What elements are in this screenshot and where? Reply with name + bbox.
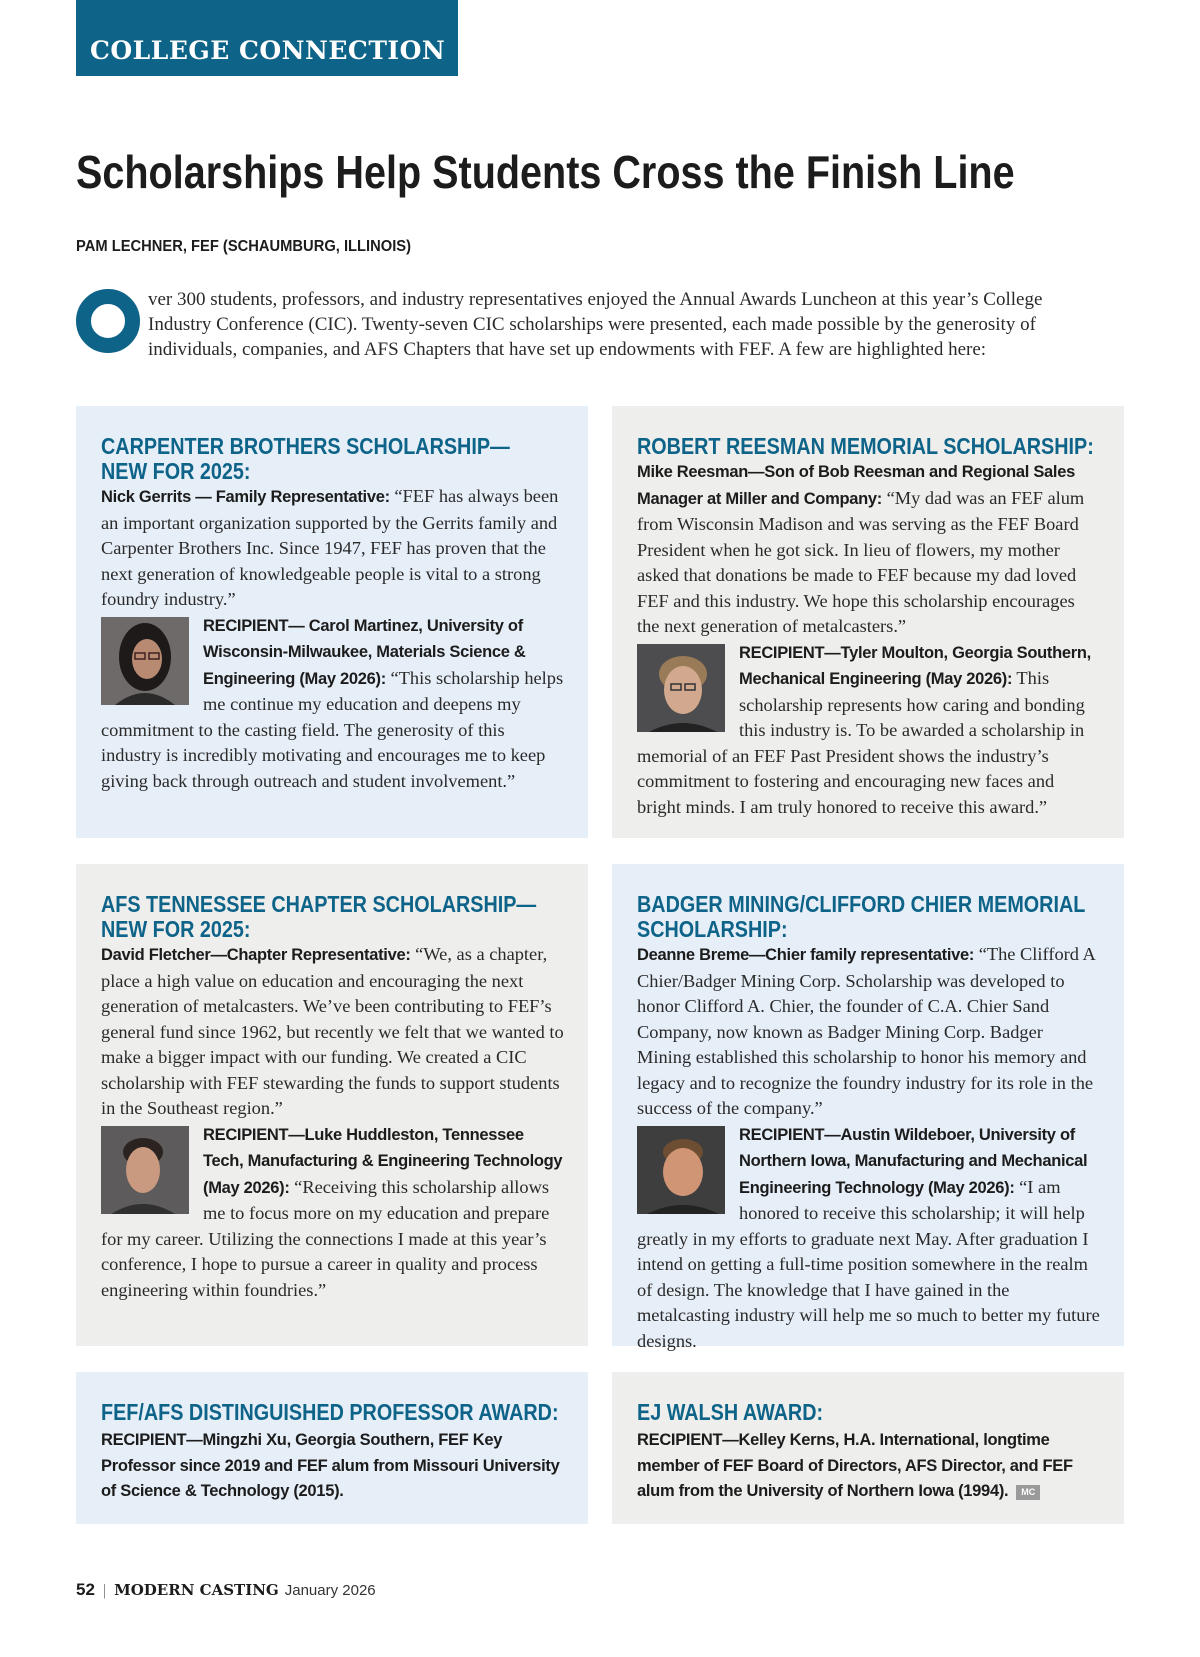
recipient-block (637, 1122, 1100, 1355)
scholarship-card-tennessee (76, 864, 588, 1346)
recipient-photo (101, 617, 189, 705)
card-title (101, 434, 563, 484)
recipient-photo (637, 1126, 725, 1214)
card-title (637, 892, 1099, 942)
representative-quote: “My dad was an FEF alum from Wisconsin Madison and was serving as the FEF Board President when he got sick. In lieu of flowers, my mother asked that donations be made to FEF because my dad loved FEF and this industry. We hope this scholarship encourages the next generation of metalcasters.” (637, 487, 1085, 636)
scholarship-card-carpenter (76, 406, 588, 838)
card-title-line: NEW FOR 2025: (101, 458, 251, 484)
intro-text: ver 300 students, professors, and industry representatives enjoyed the Annual Awards Luncheon at this year’s College Industry Conference (CIC). Twenty-seven CIC scholarships were presented, each made possible by the generosity of individuals, companies, and AFS Chapters that have set up endowments with FEF. A few are highlighted here: (148, 289, 1043, 360)
scholarship-card-badger-mining (612, 864, 1124, 1351)
card-title-line: CARPENTER BROTHERS SCHOLARSHIP— (101, 433, 510, 459)
award-title: EJ WALSH AWARD: (637, 1399, 824, 1425)
publication-name: MODERN CASTING (114, 1581, 279, 1599)
recipient-quote: “This scholarship helps me continue my education and deepens my commitment to the casting field. The generosity of this industry is incredibly motivating and encourages me to keep giving back through outreach and student involvement.” (101, 667, 564, 791)
recipient-name: RECIPIENT—Austin Wildeboer, University of Northern Iowa, Manufacturing and Mechanical Engineering Technology (May 2026): (739, 1125, 1088, 1197)
card-title-line: ROBERT REESMAN MEMORIAL SCHOLARSHIP: (637, 433, 1094, 459)
article-byline: PAM LECHNER, FEF (SCHAUMBURG, ILLINOIS) (76, 238, 412, 255)
representative-quote: “We, as a chapter, place a high value on education and encouraging the next generation of metalcasters. We’ve been contributing to FEF’s general fund since 1962, but recently we felt that we wanted to make a bigger impact with our funding. We created a CIC scholarship with FEF stewarding the funds to support students in the Southeast region.” (101, 944, 564, 1118)
issue-date: January 2026 (284, 1582, 376, 1599)
recipient-block (637, 640, 1100, 821)
recipient-name: RECIPIENT—Luke Huddleston, Tennessee Tech, Manufacturing & Engineering Technology (May 2026): (203, 1125, 563, 1197)
section-banner: COLLEGE CONNECTION (76, 0, 458, 76)
card-title-line: SCHOLARSHIP: (637, 916, 788, 942)
scholarship-card-reesman (612, 406, 1124, 838)
card-title-line: BADGER MINING/CLIFFORD CHIER MEMORIAL (637, 891, 1086, 917)
card-body (637, 942, 1100, 1354)
award-recipient-wrapper (637, 1428, 1100, 1505)
drop-cap-o (76, 289, 140, 353)
page-footer (76, 1580, 376, 1600)
intro-paragraph (76, 287, 1106, 362)
recipient-block (101, 613, 564, 795)
representative-quote: “FEF has always been an important organization supported by the Gerrits family and Carpenter Brothers Inc. Since 1947, FEF has proven that the next generation of knowledgeable people is vital to a strong foundry industry.” (101, 486, 559, 609)
representative-name: Deanne Breme—Chier family representative: (637, 946, 975, 964)
award-card-ej-walsh (612, 1372, 1124, 1524)
page-number: 52 (76, 1580, 95, 1599)
award-recipient: RECIPIENT—Mingzhi Xu, Georgia Southern, FEF Key Professor since 2019 and FEF alum from Missouri University of Science & Technology (2015). (101, 1431, 560, 1500)
representative-name: Mike Reesman—Son of Bob Reesman and Regional Sales Manager at Miller and Company: (637, 463, 1075, 508)
recipient-photo (101, 1126, 189, 1214)
representative-name: Nick Gerrits — Family Representative: (101, 488, 390, 506)
award-recipient: RECIPIENT—Kelley Kerns, H.A. International, longtime member of FEF Board of Directors, AFS Director, and FEF alum from the University of Northern Iowa (1994). (637, 1431, 1073, 1500)
recipient-block (101, 1122, 564, 1304)
card-title (101, 892, 563, 942)
card-body (101, 942, 564, 1303)
recipient-name: RECIPIENT—Tyler Moulton, Georgia Southern, Mechanical Engineering (May 2026): (739, 643, 1091, 688)
card-title-line: NEW FOR 2025: (101, 916, 251, 942)
modern-casting-logo-icon: MC (1016, 1485, 1040, 1500)
card-body (637, 459, 1100, 820)
card-title (637, 434, 1099, 459)
award-card-distinguished-professor (76, 1372, 588, 1524)
representative-name: David Fletcher—Chapter Representative: (101, 946, 411, 964)
article-headline: Scholarships Help Students Cross the Finish Line (76, 146, 1015, 198)
representative-quote: “The Clifford A Chier/Badger Mining Corp. Scholarship was developed to honor Clifford A. Chier, the founder of C.A. Chier Sand Company, now known as Badger Mining Corp. Badger Mining established this scholarship to honor his memory and legacy and to recognize the foundry industry for its role in the success of the company.” (637, 944, 1095, 1118)
award-title: FEF/AFS DISTINGUISHED PROFESSOR AWARD: (101, 1399, 559, 1425)
footer-separator: | (102, 1582, 107, 1599)
card-body (101, 484, 564, 794)
recipient-quote: This scholarship represents how caring and bonding this industry is. To be awarded a scholarship in memorial of an FEF Past President shows the industry’s commitment to fostering and encouraging new faces and bright minds. I am truly honored to receive this award.” (637, 668, 1085, 817)
card-title-line: AFS TENNESSEE CHAPTER SCHOLARSHIP— (101, 891, 537, 917)
recipient-photo (637, 644, 725, 732)
recipient-quote: “I am honored to receive this scholarship; it will help greatly in my efforts to graduate next May. After graduation I intend on getting a full-time position somewhere in the realm of design. The knowledge that I have gained in the metalcasting industry will help me so much to better my future designs. (637, 1176, 1100, 1351)
recipient-quote: “Receiving this scholarship allows me to focus more on my education and prepare for my career. Utilizing the connections I made at this year’s conference, I hope to pursue a career in quality and process engineering within foundries.” (101, 1176, 550, 1300)
recipient-name: RECIPIENT— Carol Martinez, University of Wisconsin-Milwaukee, Materials Science & Engineering (May 2026): (203, 616, 526, 688)
